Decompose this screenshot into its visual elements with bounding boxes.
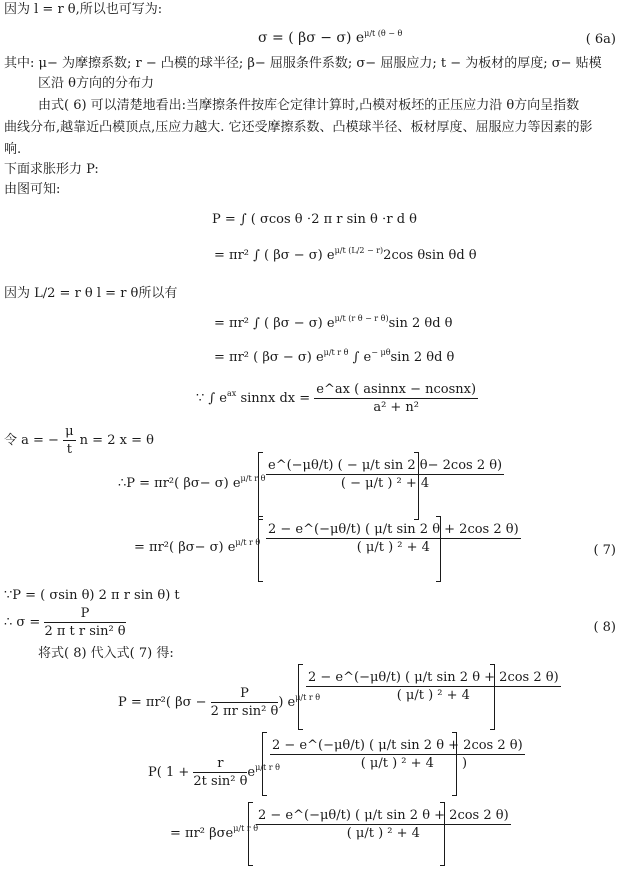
final-1-body: ∴P = πr²( βσ− σ) e xyxy=(118,476,241,491)
let-a-denominator: t xyxy=(66,442,72,457)
final-2-numerator: 2 − e^(−μθ/t) ( μ/t sin 2 θ + 2cos 2 θ) xyxy=(268,522,519,537)
equation-8-left: ∴ σ = xyxy=(4,615,41,630)
equation-8-fraction xyxy=(44,606,125,639)
equation-8-denominator: 2 π t r sin² θ xyxy=(44,624,126,639)
sub-2-numerator: 2 − e^(−μθ/t) ( μ/t sin 2 θ + 2cos 2 θ) xyxy=(272,738,523,753)
sub-1-mid: ) e xyxy=(278,695,296,710)
equation-p-4 xyxy=(214,350,454,365)
text-because-l: 因为 L/2 = r θ l = r θ所以有 xyxy=(4,286,178,301)
integral-formula-fraction xyxy=(314,382,478,415)
bracket-left-1 xyxy=(258,452,263,520)
let-a-fraction xyxy=(63,424,75,457)
equation-sub-2-tail: ) xyxy=(462,756,468,771)
final-2-denominator: ( μ/t ) ² + 4 xyxy=(356,540,430,555)
text-paragraph-3: 响. xyxy=(4,142,22,157)
equation-p-3-exponent: μ/t (r θ − r θ) xyxy=(334,314,389,323)
equation-sub-2-fraction xyxy=(270,738,525,771)
equation-sub-2-left xyxy=(148,756,280,789)
equation-p-3 xyxy=(214,316,452,331)
bracket-right-s2 xyxy=(452,732,457,796)
equation-final-2-left xyxy=(134,540,260,555)
equation-p-4-exponent-2: − μθ xyxy=(371,348,391,357)
equation-p-4-exponent: μ/t r θ xyxy=(323,348,349,357)
text-because-p: ∵P = ( σsin θ) 2 π r sin θ) t xyxy=(4,588,180,603)
sub-1-inner-fraction xyxy=(211,686,279,719)
integral-formula-left: ∵ ∫ e xyxy=(196,391,228,406)
equation-tag-8: ( 8) xyxy=(593,620,616,635)
equation-p-1: P = ∫ ( σcos θ ⋅2 π r sin θ ⋅r d θ xyxy=(212,212,418,227)
integral-formula-denominator: a² + n² xyxy=(373,400,420,415)
text-definitions: 其中: μ− 为摩擦系数; r − 凸模的球半径; β− 屈服条件系数; σ− 屈服应力; t − 为板材的厚度; σ− 贴模 xyxy=(4,56,602,71)
bracket-left-s2 xyxy=(262,732,267,796)
equation-p-4-tail: sin 2 θd θ xyxy=(390,350,455,365)
equation-sub-1-fraction xyxy=(306,670,561,703)
equation-p-2-tail: 2cos θsin θd θ xyxy=(383,248,477,263)
equation-sub-3-left xyxy=(170,826,258,841)
final-2-body: = πr²( βσ− σ) e xyxy=(134,540,236,555)
equation-p-3-body: = πr² ∫ ( βσ − σ) e xyxy=(214,316,335,331)
equation-6a-body: σ = ( βσ − σ) e xyxy=(258,30,365,46)
equation-6a xyxy=(258,30,402,46)
text-substitute: 将式( 8) 代入式( 7) 得: xyxy=(38,646,174,661)
sub-1-exponent: μ/t r θ xyxy=(295,693,321,702)
bracket-left-s1 xyxy=(298,664,303,730)
equation-final-2-fraction xyxy=(266,522,521,555)
equation-8-numerator: P xyxy=(44,606,125,623)
equation-sub-3-fraction xyxy=(256,808,511,841)
sub-1-inner-numerator: P xyxy=(211,686,279,703)
text-from-figure: 由图可知: xyxy=(4,182,61,197)
equation-final-1-fraction xyxy=(266,458,504,491)
sub-2-mid: e xyxy=(247,765,256,780)
sub-2-inner-numerator: r xyxy=(193,756,247,773)
equation-p-4-integral: ∫ e xyxy=(352,350,372,365)
final-1-numerator: e^(−μθ/t) ( − μ/t sin 2 θ− 2cos 2 θ) xyxy=(268,458,503,473)
final-1-fraction xyxy=(266,458,504,491)
equation-final-1-left xyxy=(118,476,265,491)
sub-2-body: P( 1 + xyxy=(148,765,190,780)
bracket-right-1 xyxy=(414,452,419,520)
integral-formula-mid: sinnx dx = xyxy=(240,391,311,406)
bracket-left-s3 xyxy=(248,802,253,866)
equation-integral-formula xyxy=(196,382,478,415)
text-let-a xyxy=(4,424,154,457)
equation-p-2-body: = πr² ∫ ( βσ − σ) e xyxy=(214,248,335,263)
equation-6a-exponent: μ/t (θ − θ xyxy=(364,29,403,38)
let-a-numerator: μ xyxy=(65,424,74,439)
final-2-exponent: μ/t r θ xyxy=(235,538,261,547)
sub-3-numerator: 2 − e^(−μθ/t) ( μ/t sin 2 θ + 2cos 2 θ) xyxy=(258,808,509,823)
sub-2-inner-fraction xyxy=(193,756,247,789)
sub-3-fraction xyxy=(256,808,511,841)
final-1-denominator: ( − μ/t ) ² + 4 xyxy=(340,476,430,491)
text-paragraph-2: 曲线分布,越靠近凸模顶点,压应力越大. 它还受摩擦系数、凸模球半径、板材厚度、屈服应力等因素的影 xyxy=(4,120,593,135)
sub-1-numerator: 2 − e^(−μθ/t) ( μ/t sin 2 θ + 2cos 2 θ) xyxy=(308,670,559,685)
bracket-left-2 xyxy=(258,516,263,582)
equation-tag-7: ( 7) xyxy=(593,543,616,558)
sub-2-inner-denominator: 2t sin² θ xyxy=(193,774,248,789)
equation-sub-1-left xyxy=(118,686,320,719)
let-a-tail: n = 2 x = θ xyxy=(79,433,154,448)
sub-2-denominator: ( μ/t ) ² + 4 xyxy=(360,756,434,771)
bracket-right-s3 xyxy=(440,802,445,866)
equation-p-2 xyxy=(214,248,477,263)
sub-3-denominator: ( μ/t ) ² + 4 xyxy=(346,826,420,841)
equation-8 xyxy=(4,606,126,639)
equation-p-3-tail: sin 2 θd θ xyxy=(388,316,453,331)
sub-1-fraction xyxy=(306,670,561,703)
let-a-label: 令 a = − xyxy=(4,433,59,448)
sub-1-inner-denominator: 2 πr sin² θ xyxy=(210,704,279,719)
final-1-exponent: μ/t r θ xyxy=(240,474,266,483)
sub-3-body: = πr² βσe xyxy=(170,826,234,841)
bracket-right-2 xyxy=(436,516,441,582)
text-heading-force: 下面求胀形力 P: xyxy=(4,162,99,177)
final-2-fraction xyxy=(266,522,521,555)
integral-formula-exponent: ax xyxy=(227,389,237,398)
sub-2-exponent: μ/t r θ xyxy=(255,763,280,772)
sub-3-exponent: μ/t r θ xyxy=(233,824,259,833)
integral-formula-numerator: e^ax ( asinnx − ncosnx) xyxy=(316,382,477,397)
text-definitions-cont: 区沿 θ方向的分布力 xyxy=(38,76,154,91)
sub-1-body: P = πr²( βσ − xyxy=(118,695,207,710)
bracket-right-s1 xyxy=(490,664,495,730)
text-paragraph-1: 由式( 6) 可以清楚地看出:当摩擦条件按库仑定律计算时,凸模对板坯的正压应力沿 θ方向呈指数 xyxy=(38,98,580,113)
equation-p-2-exponent: μ/t (L/2 − r) xyxy=(334,246,384,255)
equation-tag-6a: ( 6a) xyxy=(585,32,616,47)
text-line-1: 因为 l = r θ,所以也可写为: xyxy=(4,2,163,17)
sub-2-fraction xyxy=(270,738,525,771)
equation-p-4-body: = πr² ( βσ − σ) e xyxy=(214,350,324,365)
sub-1-denominator: ( μ/t ) ² + 4 xyxy=(396,688,470,703)
